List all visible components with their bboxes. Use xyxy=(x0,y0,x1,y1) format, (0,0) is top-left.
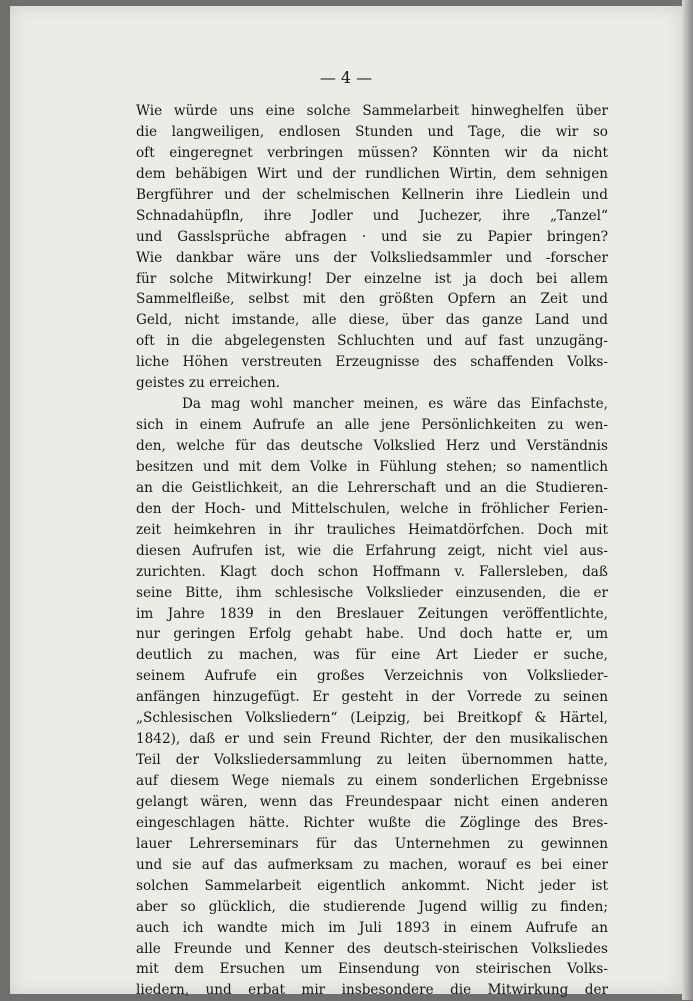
text-line: dem behäbigen Wirt und der rundlichen Wirtin, dem sehnigen xyxy=(136,165,608,182)
text-line: den, welche für das deutsche Volkslied Herz und Verständnis xyxy=(136,438,608,454)
text-line: Teil der Volksliedersammlung zu leiten übernommen hatte, xyxy=(136,752,608,769)
text-line: Wie würde uns eine solche Sammelarbeit hinweghelfen über xyxy=(136,103,608,119)
text-line: an die Geistlichkeit, an die Lehrerschaft und an die Studieren- xyxy=(136,479,608,496)
text-line: aber so glücklich, die studierende Jugend willig zu finden; xyxy=(136,898,608,915)
text-line: lauer Lehrerseminars für das Unternehmen zu gewinnen xyxy=(136,835,608,852)
text-line: Da mag wohl mancher meinen, es wäre das Einfachste, xyxy=(182,396,608,413)
text-line: nur geringen Erfolg gehabt habe. Und doch hatte er, um xyxy=(136,626,608,643)
text-line: „Schlesischen Volksliedern“ (Leipzig, bei Breitkopf & Härtel, xyxy=(136,710,608,727)
text-line: deutlich zu machen, was für eine Art Lieder er suche, xyxy=(136,647,608,664)
text-line: die langweiligen, endlosen Stunden und Tage, die wir so xyxy=(136,123,608,140)
text-line: zurichten. Klagt doch schon Hoffmann v. Fallersleben, daß xyxy=(136,563,608,580)
text-line: geistes zu erreichen. xyxy=(136,375,281,392)
text-line: im Jahre 1839 in den Breslauer Zeitungen veröffentlichte, xyxy=(136,605,608,622)
text-line: und sie auf das aufmerksam zu machen, worauf es bei einer xyxy=(136,856,608,873)
text-line: Bergführer und der schelmischen Kellnerin ihre Liedlein und xyxy=(136,186,608,203)
text-line: auf diesem Wege niemals zu einem sonderlichen Ergebnisse xyxy=(136,773,608,789)
text-line: auch ich wandte mich im Juli 1893 in einem Aufrufe an xyxy=(136,919,608,936)
text-line: mit dem Ersuchen um Einsendung von steirischen Volks- xyxy=(136,961,608,978)
text-line: und Gasslsprüche abfragen · und sie zu Papier bringen? xyxy=(136,228,608,245)
text-line: Schnadahüpfln, ihre Jodler und Juchezer, ihre „Tanzel“ xyxy=(136,207,608,224)
text-line: besitzen und mit dem Volke in Fühlung stehen; so namentlich xyxy=(136,458,608,475)
text-line: liche Höhen verstreuten Erzeugnisse des schaffenden Volks- xyxy=(136,354,608,371)
text-line: Sammelfleiße, selbst mit den größten Opfern an Zeit und xyxy=(136,291,608,308)
text-line: anfängen hinzugefügt. Er gesteht in der Vorrede zu seinen xyxy=(136,689,608,706)
text-line: seinem Aufrufe ein großes Verzeichnis von Volkslieder- xyxy=(136,668,608,685)
text-line: Wie dankbar wäre uns der Volksliedsammler und -forscher xyxy=(136,249,608,266)
body-text xyxy=(136,101,608,1001)
text-line: diesen Aufrufen ist, wie die Erfahrung zeigt, nicht viel aus- xyxy=(136,542,608,559)
text-line: zeit heimkehren in ihr trauliches Heimatdörfchen. Doch mit xyxy=(136,521,608,538)
text-line: den der Hoch- und Mittelschulen, welche in fröhlicher Ferien- xyxy=(136,500,608,517)
text-line: alle Freunde und Kenner des deutsch-steirischen Volksliedes xyxy=(136,940,608,957)
text-line: oft in die abgelegensten Schluchten und auf fast unzugäng- xyxy=(136,333,608,350)
text-line: für solche Mitwirkung! Der einzelne ist ja doch bei allem xyxy=(136,270,608,287)
text-line: liedern, und erbat mir insbesondere die Mitwirkung der xyxy=(136,982,608,999)
text-line: seine Bitte, ihm schlesische Volkslieder einzusenden, die er xyxy=(136,584,608,601)
text-line: Geld, nicht imstande, alle diese, über das ganze Land und xyxy=(136,312,608,329)
text-line: oft eingeregnet verbringen müssen? Könnten wir da nicht xyxy=(136,144,608,161)
text-line: eingeschlagen hätte. Richter wußte die Zöglinge des Bres- xyxy=(136,814,608,831)
text-line: gelangt wären, wenn das Freundespaar nicht einen anderen xyxy=(136,793,608,810)
book-page xyxy=(10,6,682,999)
text-line: solchen Sammelarbeit eigentlich ankommt. Nicht jeder ist xyxy=(136,877,608,894)
text-line: 1842), daß er und sein Freund Richter, der den musikalischen xyxy=(136,731,608,748)
page-number: — 4 — xyxy=(319,68,373,87)
page-edge-shadow xyxy=(682,0,693,1000)
text-line: sich in einem Aufrufe an alle jene Persönlichkeiten zu wen- xyxy=(136,417,608,434)
